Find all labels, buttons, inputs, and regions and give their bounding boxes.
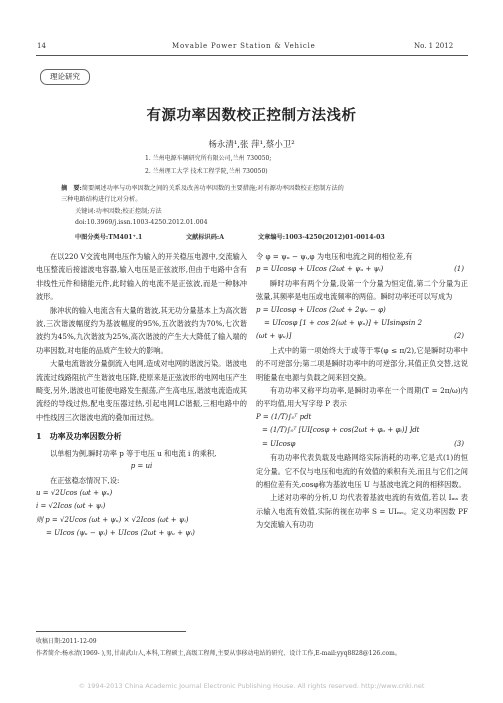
equation-3-number: (3) (454, 439, 464, 448)
equation-1 (256, 263, 468, 276)
equation-3c (256, 438, 468, 451)
paragraph: 有功功率又称平均功率,是瞬时功率在一个周期(T = 2π/ω)内的平均值,用大写字母 P 表示 (256, 386, 468, 409)
paragraph: 脉冲状的输入电流含有大量的谐波,其无功分量基本上为高次谐波,三次谐波幅度约为基波幅度的95%,五次谐波约为70%,七次谐波约为45%,九次谐波为25%,高次谐波的产生大大降低了输入端的功率因数,对电能的品质产生较大的影响。 (36, 305, 247, 355)
page-number: 14 (37, 42, 46, 50)
section-badge: 理论研究 (40, 69, 90, 85)
equation-2c-body: (ωt + ψᵤ)] (256, 332, 292, 341)
paragraph: 以单相为例,瞬时功率 p 等于电压 u 和电流 i 的乘积, (50, 448, 217, 458)
section-heading: 1 功率及功率因数分析 (36, 431, 122, 442)
left-column (36, 250, 247, 541)
paragraph: 上述对功率的分析,U 均代表着基波电流的有效值,若以 Iₘₛ 表示输入电流有效值,实际的视在功率 S = UIₘₛ。定义功率因数 PF 为交流输入有功功 (256, 493, 468, 530)
equation-3c-body: = UIcosφ (262, 439, 296, 448)
issue-number: No. 1 2012 (414, 42, 454, 50)
paragraph: 大量电流谐波分量倒流入电网,造成对电网的谐波污染。谐波电流流过线路阻抗产生谐波电压降,使原来是正弦波形的电网电压产生畸变,另外,谐波也可能使电路发生振荡,产生高电压,谐波电流造成其流经的导线过热,配电变压器过热,引起电网LC谐振,三相电路中的中性线因三次谐波电流的叠加而过热。 (36, 359, 247, 422)
abstract-line-2: 三种电路结构进行比对分析。 (61, 196, 142, 203)
paragraph: 有功功率代表负载及电路网络实际消耗的功率,它是式(1)的恒定分量。它不仅与电压和电流的有效值的乘积有关,而且与它们之间的相位差有关,cosφ称为基波电压 U 与基波电流之间的相移因数。 (256, 453, 468, 489)
copyright-notice: © 1994-2013 China Academic Journal Electronic Publishing House. All rights reserved. http://www.cnki.net (78, 682, 425, 690)
abstract-text: 简要阐述功率与功率因数之间的关系及改善功率因数的主要措施;对有源功率因数校正控制方法的 (81, 185, 344, 192)
paragraph: 瞬时功率有两个分量,设第一个分量为恒定值,第二个分量为正弦量,其频率是电压或电流频率的两倍。瞬时功率还可以写成为 (256, 278, 468, 302)
document-code: 文献标识码:A (186, 234, 225, 241)
equation-p: p = ui (130, 462, 153, 471)
equation-u: u = √2Ucos (ωt + ψᵤ) (36, 488, 113, 497)
equation-3a: P = (1/T)∫₀ᵀ pdt (256, 412, 312, 421)
paragraph: 上式中的第一项始终大于或等于零(φ ≤ π/2),它是瞬时功率中的不可逆部分;第二项是瞬时功率中的可逆部分,其值正负交替,这说明能量在电源与负载之间来回交换。 (256, 345, 468, 382)
doi: doi:10.3969/j.issn.1003-4250.2012.01.004 (75, 219, 208, 226)
article-id: 文章编号:1003-4250(2012)01-0014-03 (258, 234, 385, 241)
equation-1-body: p = UIcosφ + UIcos (2ωt + ψᵤ + ψᵢ) (256, 265, 384, 274)
equation-2a: p = UIcosφ + UIcos (2ωt + 2ψᵤ − φ) (256, 305, 386, 314)
right-column (256, 250, 468, 532)
article-title: 有源功率因数校正控制方法浅析 (146, 107, 357, 124)
journal-name: Movable Power Station & Vehicle (172, 42, 316, 50)
keywords: 关键词:功率因数;校正控制;方法 (75, 208, 162, 215)
equation-i: i = √2Icos (ωt + ψᵢ) (36, 502, 106, 511)
received-date: 收稿日期:2011-12-09 (36, 638, 97, 645)
abstract-line-1 (61, 183, 344, 192)
footnote-rule (36, 631, 186, 632)
equation-2c (256, 330, 468, 343)
equation-1-number: (1) (454, 265, 464, 274)
affiliation-2: 2. 兰州理工大学 技术工程学院,兰州 730050) (145, 168, 268, 175)
paragraph: 在正弦稳态情况下,设: (50, 475, 120, 485)
equation-2b: = UIcosφ [1 + cos 2(ωt + ψᵤ)] + UIsinφsin 2 (264, 319, 423, 328)
article-authors: 杨永清¹,张 萍¹,蔡小卫² (208, 140, 295, 150)
abstract-label: 摘 要: (61, 185, 82, 192)
clc-number: 中图分类号:TM401⁺.1 (75, 234, 143, 241)
paragraph: 令 φ = ψᵤ − ψᵢ,φ 为电压和电流之间的相位差,有 (256, 252, 413, 261)
equation-2-number: (2) (454, 332, 464, 341)
affiliation-1: 1. 兰州电源车辆研究所有限公司,兰州 730050; (145, 155, 272, 162)
equation-then-1: 则 p = √2Ucos (ωt + ψᵤ) × √2Icos (ωt + ψᵢ) (36, 515, 189, 524)
paragraph: 在以220 V交流电网电压作为输入的开关稳压电源中,交流输入电压整流后接滤波电容器,输入电压是正弦波形,但由于电路中含有非线性元件和储能元件,此时输入的电流不是正弦波,而是一种脉冲波形。 (36, 252, 247, 302)
author-bio: 作者简介:杨永清(1969- ),男,甘肃武山人,本科,工程硕士,高级工程师,主要从事移动电站的研究、设计工作,E-mail:yyq8828@126.com。 (36, 650, 401, 657)
equation-3b: = (1/T)∫₀ᵀ [UI[cosφ + cos(2ωt + φᵤ + φᵢ)] ]dt (262, 426, 420, 435)
header-rule (36, 55, 468, 56)
equation-then-2: = UIcos (ψᵤ − ψᵢ) + UIcos (2ωt + ψᵤ + ψᵢ) (46, 529, 195, 538)
